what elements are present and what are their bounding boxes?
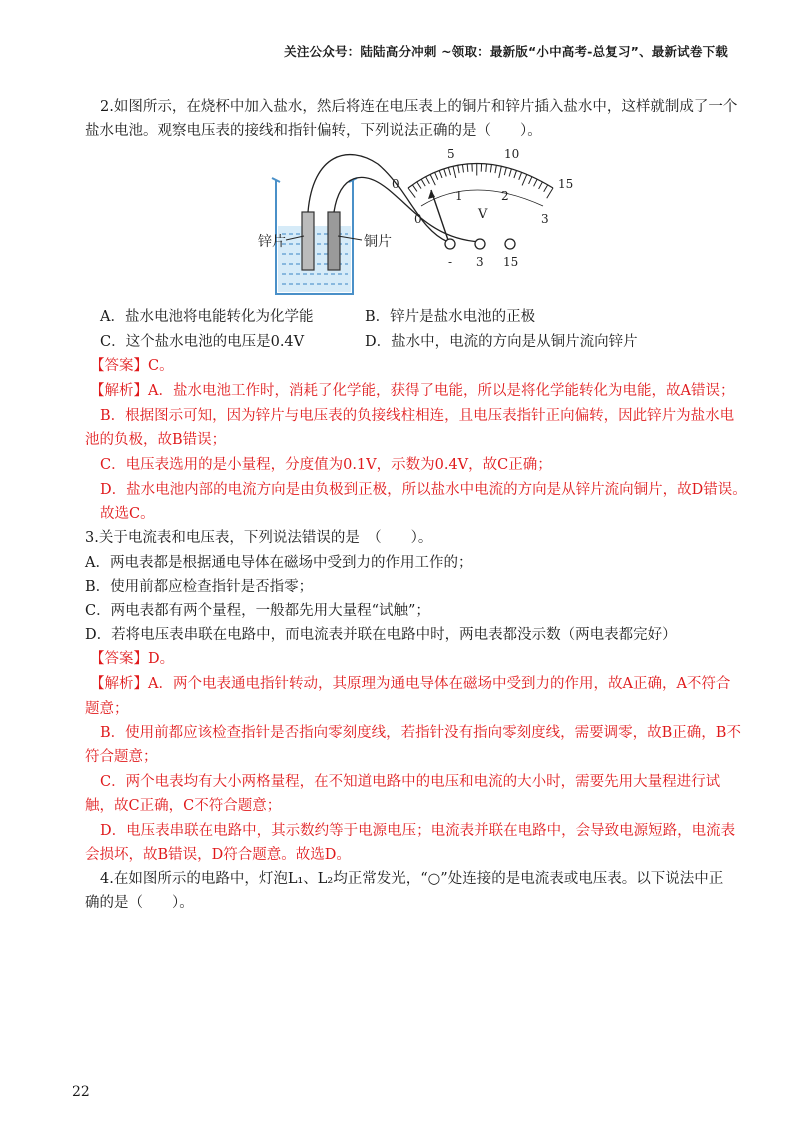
dial-tick <box>430 174 435 185</box>
voltmeter-dial <box>392 147 573 240</box>
dial-tick <box>444 169 447 177</box>
q3-analysis-line: 符合题意； <box>85 749 158 765</box>
page-header: 关注公众号：陆陆高分冲刺 ~领取：最新版“小中高考-总复习”、最新试卷下载 <box>284 44 728 59</box>
dial-tick <box>458 165 459 173</box>
dial-tick <box>435 172 438 179</box>
q2-stem-line1: 2.如图所示，在烧杯中加入盐水，然后将连在电压表上的铜片和锌片插入盐水中，这样就制成了一个 <box>100 99 738 115</box>
dial-tick <box>412 185 417 192</box>
q3-option-b: B．使用前都应检查指针是否指零； <box>85 579 314 595</box>
dial-tick <box>499 166 502 178</box>
wire-copper <box>334 177 480 242</box>
terminal-label: 15 <box>503 255 519 269</box>
dial-tick <box>453 166 456 178</box>
page-number: 22 <box>72 1084 90 1100</box>
terminal-15 <box>505 239 515 249</box>
q2-analysis-line: 故选C。 <box>100 506 155 522</box>
dial-tick <box>417 182 421 189</box>
q3-option-c: C．两电表都有两个量程，一般都先用大量程“试触”； <box>85 603 430 619</box>
dial-tick <box>462 164 463 172</box>
dial-tick <box>539 182 543 189</box>
dial-tick <box>421 179 425 186</box>
q4-stem-line1: 4.在如图所示的电路中，灯泡L₁、L₂均正常发光，“○”处连接的是电流表或电压表。以下说法中正 <box>100 871 724 887</box>
terminal-label: 3 <box>476 255 484 269</box>
dial-tick <box>486 164 487 172</box>
dial-tick <box>408 188 415 198</box>
dial-tick <box>509 169 511 177</box>
q3-analysis-line: 【解析】A．两个电表通电指针转动，其原理为通电导体在磁场中受到力的作用，故A正确，A不符合 <box>90 676 731 692</box>
q4-stem-line2: 确的是（ ）。 <box>85 895 194 911</box>
q3-option-d: D．若将电压表串联在电路中，而电流表并联在电路中时，两电表都没示数（两电表都完好） <box>85 627 677 643</box>
dial-tick <box>495 165 496 173</box>
dial-tick <box>544 185 548 192</box>
dial-tick <box>534 179 538 186</box>
dial-tick <box>519 172 522 179</box>
q3-analysis-line: B．使用前都应该检查指针是否指向零刻度线，若指针没有指向零刻度线，需要调零，故B正确，B不 <box>100 725 741 741</box>
terminal-label: - <box>448 255 453 269</box>
q3-stem: 3.关于电流表和电压表，下列说法错误的是 （ ）。 <box>85 530 433 546</box>
top-scale-label: 10 <box>504 147 520 161</box>
bottom-scale-label: 3 <box>541 212 549 226</box>
q3-analysis-line: C．两个电表均有大小两格量程，在不知道电路中的电压和电流的大小时，需要先用大量程进行试 <box>100 774 721 790</box>
copper-plate <box>328 212 340 270</box>
zinc-plate <box>302 212 314 270</box>
q2-option-c: C．这个盐水电池的电压是0.4V <box>100 334 305 350</box>
q3-analysis-line: 题意； <box>85 701 129 717</box>
dial-tick <box>426 177 430 184</box>
dial-tick <box>467 164 468 172</box>
q2-analysis-line: 池的负极，故B错误； <box>85 432 227 448</box>
q2-analysis-line: 【解析】A．盐水电池工作时，消耗了化学能，获得了电能，所以是将化学能转化为电能，故A错误； <box>90 383 735 399</box>
q2-option-b: B．锌片是盐水电池的正极 <box>365 309 536 325</box>
top-scale-label: 5 <box>447 147 455 161</box>
dial-tick <box>547 188 553 198</box>
label-copper: 铜片 <box>364 234 392 250</box>
q2-option-d: D．盐水中，电流的方向是从铜片流向锌片 <box>365 334 638 350</box>
dial-tick <box>490 164 491 172</box>
unit-label: V <box>478 207 488 222</box>
dial-tick <box>504 167 506 175</box>
q3-analysis-line: D．电压表串联在电路中，其示数约等于电源电压；电流表并联在电路中，会导致电源短路，电流表 <box>100 823 736 839</box>
q3-answer: 【答案】D。 <box>90 651 175 667</box>
bottom-scale-label: 1 <box>455 189 463 203</box>
bottom-scale-label: 0 <box>414 212 422 226</box>
q2-stem-line2: 盐水电池。观察电压表的接线和指针偏转，下列说法正确的是（ ）。 <box>85 123 542 139</box>
terminal-3 <box>475 239 485 249</box>
q3-analysis-line: 会损坏，故B错误，D符合题意。故选D。 <box>85 847 351 863</box>
q3-analysis-line: 触，故C正确，C不符合题意； <box>85 798 282 814</box>
salt-water-battery-figure <box>258 144 588 302</box>
q3-option-a: A．两电表都是根据通电导体在磁场中受到力的作用工作的； <box>85 555 473 571</box>
dial-tick <box>448 167 450 175</box>
dial-tick <box>514 170 517 178</box>
q2-analysis-line: B．根据图示可知，因为锌片与电压表的负接线柱相连，且电压表指针正向偏转，因此锌片为盐水电 <box>100 408 735 424</box>
terminal-negative <box>445 239 455 249</box>
q2-option-a: A．盐水电池将电能转化为化学能 <box>100 309 314 325</box>
top-scale-label: 0 <box>392 177 400 191</box>
q2-analysis-line: D．盐水电池内部的电流方向是由负极到正极，所以盐水中电流的方向是从锌片流向铜片，故D错误。 <box>100 482 747 498</box>
dial-tick <box>522 174 527 185</box>
bottom-scale-label: 2 <box>501 189 509 203</box>
top-scale-label: 15 <box>558 177 574 191</box>
dial-tick <box>529 177 532 184</box>
q2-analysis-line: C．电压表选用的是小量程，分度值为0.1V，示数为0.4V，故C正确； <box>100 457 552 473</box>
label-zinc: 锌片 <box>258 234 286 250</box>
q2-answer: 【答案】C。 <box>90 358 174 374</box>
dial-tick <box>439 170 442 177</box>
